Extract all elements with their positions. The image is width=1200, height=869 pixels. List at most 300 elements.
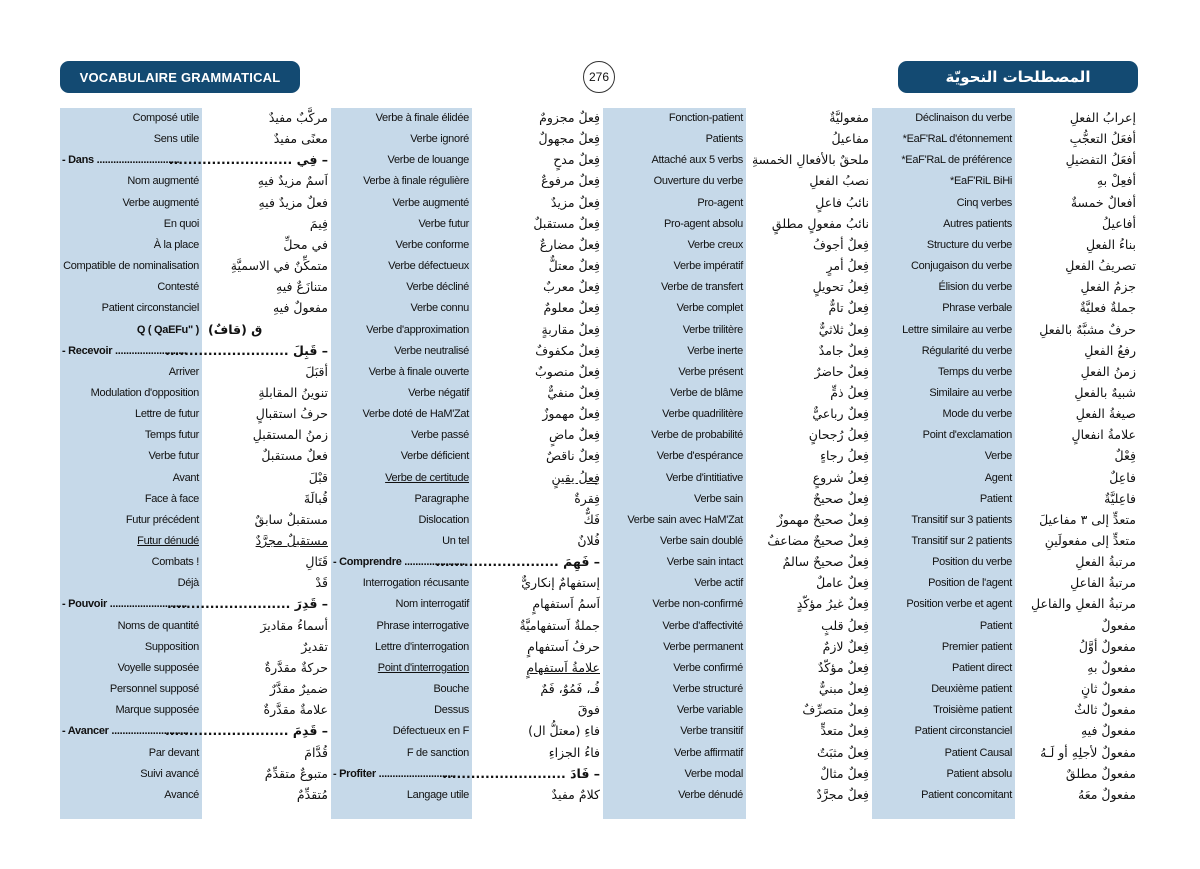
- vocab-entry: [872, 552, 1138, 573]
- vocab-entry: [603, 320, 871, 341]
- vocab-entry: [60, 700, 330, 721]
- french-term: Temps futur: [144, 429, 199, 442]
- section-heading-row: [60, 341, 330, 362]
- arabic-term: اَسمُ اَستفهامٍ: [532, 596, 600, 612]
- vocab-entry: [60, 552, 330, 573]
- vocab-entry: [603, 489, 871, 510]
- arabic-term: فِعلُ قلبٍ: [821, 617, 869, 633]
- arabic-term: شبيهٌ بالفعلِ: [1074, 384, 1136, 400]
- vocab-entry: [872, 785, 1138, 806]
- vocab-entry: [60, 510, 330, 531]
- french-term: Premier patient: [941, 640, 1012, 653]
- arabic-term: فِعلٌ صحيحٌ مضاعفٌ: [767, 533, 869, 548]
- vocab-entry: [60, 277, 330, 298]
- french-term: *EaF'RaL d'étonnement: [902, 133, 1012, 146]
- french-term: Verbe impératif: [673, 260, 743, 273]
- french-term: Fonction-patient: [668, 112, 743, 124]
- vocab-entry: [872, 743, 1138, 764]
- vocab-entry: [872, 637, 1138, 658]
- vocab-entry: [603, 362, 871, 383]
- french-term: Point d'interrogation: [377, 661, 469, 674]
- french-term: Verbe défectueux: [388, 260, 469, 273]
- french-term: Verbe sain avec HaM'Zat: [627, 513, 743, 526]
- vocab-entry: [60, 108, 330, 129]
- arabic-term: اَسمٌ مزيدٌ فيهِ: [257, 173, 328, 189]
- vocab-entry: [603, 383, 871, 404]
- vocab-entry: [331, 446, 602, 467]
- vocab-entry: [603, 425, 871, 446]
- arabic-term: معنًى مفيدٌ: [273, 131, 328, 147]
- arabic-term: متمكِّنٌ في الاسميَّةِ: [230, 258, 328, 274]
- vocab-entry: [331, 108, 602, 129]
- vocab-entry: [60, 764, 330, 785]
- french-term: Structure du verbe: [926, 238, 1012, 251]
- french-term: Cinq verbes: [956, 196, 1012, 209]
- arabic-term: ضميرٌ مقدَّرٌ: [269, 681, 328, 697]
- french-term: Verbe de louange: [387, 154, 469, 167]
- vocab-entry: [60, 468, 330, 489]
- vocab-entry: [872, 700, 1138, 721]
- french-term: Avant: [172, 471, 199, 484]
- arabic-term: نصبُ الفعلِ: [809, 173, 869, 189]
- arabic-term: متعدٍّ إلى ٣ مفاعيلَ: [1039, 511, 1136, 527]
- french-term: Verbe décliné: [406, 281, 469, 294]
- arabic-term: فِعلٌ مجهولٌ: [538, 131, 600, 147]
- section-heading-row: [60, 721, 330, 742]
- arabic-term: قَدْ: [315, 575, 328, 591]
- french-term: Sens utile: [153, 133, 199, 146]
- vocab-entry: [603, 510, 871, 531]
- arabic-term: كلامٌ مفيدٌ: [551, 786, 600, 802]
- arabic-term: أفعالٌ خمسةٌ: [1070, 194, 1136, 210]
- french-term: Verbe passé: [411, 429, 469, 442]
- french-term: - Profiter ............................: [333, 767, 456, 780]
- vocab-entry: [872, 510, 1138, 531]
- french-term: Verbe de probabilité: [651, 429, 743, 442]
- french-term: Verbe d'espérance: [656, 450, 743, 463]
- vocab-entry: [60, 616, 330, 637]
- french-term: Patient: [979, 619, 1012, 632]
- french-term: Patients: [705, 133, 743, 146]
- arabic-term: فُـ، فَمُوٌ، فَمٌ: [540, 681, 600, 697]
- arabic-term: مفعولٌ بهِ: [1087, 659, 1136, 675]
- arabic-term: فِعلٌ مستقبلٌ: [533, 215, 600, 231]
- arabic-term: فِعلٌ مضارعٌ: [539, 236, 600, 252]
- arabic-term: فِعلٌ عاملٌ: [816, 575, 869, 591]
- vocab-entry: [872, 425, 1138, 446]
- french-term: Supposition: [144, 640, 199, 653]
- vocab-entry: [331, 425, 602, 446]
- arabic-term: أفعَلُ التعجُّبِ: [1069, 131, 1136, 147]
- arabic-term: فِعلٌ ماضٍ: [548, 427, 600, 443]
- arabic-term: جزمُ الفعلِ: [1080, 279, 1136, 295]
- vocab-entry: [603, 531, 871, 552]
- vocab-entry: [872, 320, 1138, 341]
- french-term: Verbe quadrilitère: [662, 408, 743, 421]
- vocab-entry: [331, 129, 602, 150]
- french-term: Patient absolu: [946, 767, 1012, 780]
- arabic-term: بناءُ الفعلِ: [1085, 236, 1136, 252]
- french-term: Verbe complet: [676, 302, 743, 315]
- vocab-entry: [331, 531, 602, 552]
- arabic-term: فِعلُ رُجحانٍ: [808, 427, 869, 443]
- arabic-term: متبوعٌ متقدِّمٌ: [264, 765, 328, 781]
- vocab-entry: [331, 468, 602, 489]
- arabic-term: فِعلٌ لازمٌ: [822, 638, 869, 654]
- vocab-entry: [872, 468, 1138, 489]
- vocab-entry: [60, 531, 330, 552]
- french-term: Temps du verbe: [937, 365, 1012, 378]
- arabic-term: فِعلٌ مثالٌ: [820, 765, 869, 781]
- vocab-entry: [60, 573, 330, 594]
- vocab-entry: [331, 637, 602, 658]
- french-term: Un tel: [442, 535, 469, 547]
- vocab-entry: [872, 594, 1138, 615]
- arabic-term: فِعلُ ذمٍّ: [830, 384, 869, 400]
- arabic-term: فِعلُ أمرٍ: [826, 258, 869, 274]
- arabic-term: مفعولٌ معَهُ: [1078, 786, 1136, 802]
- french-term: Futur dénudé: [137, 535, 199, 547]
- french-term: Verbe confirmé: [673, 661, 743, 674]
- page-number: 276: [583, 61, 615, 93]
- french-term: Phrase interrogative: [376, 619, 469, 632]
- vocab-entry: [872, 446, 1138, 467]
- arabic-term: فِعلٌ صحيحٌ: [813, 490, 869, 506]
- french-term: Lettre similaire au verbe: [902, 323, 1012, 336]
- french-term: Verbe variable: [676, 704, 743, 717]
- french-term: Pro-agent: [697, 196, 743, 209]
- arabic-term: مفعولٌ: [1101, 617, 1136, 633]
- french-term: Verbe non-confirmé: [652, 598, 743, 611]
- french-term: Paragraphe: [414, 492, 469, 505]
- arabic-term: مركَّبٌ مفيدٌ: [268, 110, 328, 125]
- french-term: Défectueux en F: [392, 725, 469, 738]
- section-heading-row: [60, 150, 330, 171]
- vocab-entry: [603, 679, 871, 700]
- french-term: Q ( QaEFu" ): [136, 323, 199, 336]
- arabic-term: متعدٍّ إلى مفعولَينِ: [1044, 533, 1136, 548]
- french-term: Agent: [984, 471, 1012, 484]
- vocab-entry: [60, 129, 330, 150]
- arabic-term: أسماءُ مقاديرَ: [260, 617, 328, 633]
- section-title-arabic: المصطلحات النحويّة: [898, 61, 1138, 93]
- section-title-french: VOCABULAIRE GRAMMATICAL: [60, 61, 300, 93]
- arabic-term: جملةٌ فعليَّةٌ: [1079, 300, 1136, 316]
- vocab-entry: [331, 150, 602, 171]
- french-term: Déclinaison du verbe: [915, 112, 1012, 124]
- arabic-term: – قَدِرَ ..........................: [166, 596, 328, 612]
- vocab-entry: [603, 298, 871, 319]
- french-term: Noms de quantité: [117, 619, 199, 632]
- vocab-entry: [872, 721, 1138, 742]
- french-term: Verbe de certitude: [385, 471, 469, 484]
- arabic-term: مُتقدِّمٌ: [296, 786, 328, 802]
- arabic-term: حرفُ استقبالٍ: [255, 406, 328, 422]
- french-term: Patient circonstanciel: [101, 302, 199, 315]
- french-term: Voyelle supposée: [117, 661, 199, 674]
- vocab-entry: [603, 214, 871, 235]
- vocab-entry: [331, 700, 602, 721]
- vocab-entry: [603, 256, 871, 277]
- vocab-entry: [603, 341, 871, 362]
- vocab-column-4: [872, 108, 1138, 819]
- arabic-term: علامةُ انفعالٍ: [1071, 427, 1136, 443]
- vocab-entry: [872, 489, 1138, 510]
- french-term: Troisième patient: [933, 704, 1012, 717]
- french-term: Attaché aux 5 verbs: [651, 154, 743, 167]
- french-term: Composé utile: [132, 112, 199, 124]
- french-term: Position verbe et agent: [906, 598, 1012, 611]
- french-term: Élision du verbe: [938, 281, 1012, 294]
- vocab-entry: [872, 573, 1138, 594]
- arabic-term: أقبَلَ: [305, 363, 328, 379]
- french-term: Déjà: [177, 577, 199, 590]
- arabic-term: فِعلٌ ناقصٌ: [545, 448, 600, 464]
- vocab-entry: [60, 658, 330, 679]
- french-term: Suivi avancé: [140, 767, 199, 780]
- french-term: Patient: [979, 492, 1012, 505]
- arabic-term: فِعلُ رجاءٍ: [820, 448, 869, 464]
- arabic-term: فاعِليَّةٌ: [1104, 490, 1136, 506]
- french-term: Régularité du verbe: [921, 344, 1012, 357]
- vocab-entry: [331, 235, 602, 256]
- french-term: Compatible de nominalisation: [63, 260, 199, 273]
- arabic-term: فِعلٌ مدحٍ: [553, 152, 600, 168]
- french-term: Langage utile: [406, 788, 469, 801]
- french-term: Similaire au verbe: [929, 386, 1012, 399]
- french-term: Autres patients: [943, 217, 1012, 230]
- arabic-term: صيغةُ الفعلِ: [1075, 406, 1136, 422]
- arabic-term: زمنُ المستقبلِ: [252, 427, 328, 443]
- vocab-entry: [872, 764, 1138, 785]
- french-term: Verbe dénudé: [678, 788, 743, 801]
- arabic-term: فاعِلٌ: [1109, 469, 1136, 485]
- arabic-term: فعلٌ مستقبلٌ: [261, 448, 328, 464]
- french-term: Nom interrogatif: [395, 598, 469, 611]
- french-term: Position de l'agent: [928, 577, 1012, 590]
- arabic-term: علامةٌ مقدَّرةٌ: [263, 702, 328, 718]
- arabic-term: إعرابُ الفعلِ: [1069, 110, 1136, 125]
- vocab-entry: [331, 573, 602, 594]
- vocab-entry: [331, 383, 602, 404]
- vocab-entry: [60, 425, 330, 446]
- vocab-entry: [872, 214, 1138, 235]
- vocab-entry: [331, 510, 602, 531]
- french-term: Verbe: [984, 450, 1012, 463]
- vocab-entry: [60, 235, 330, 256]
- french-term: Verbe augmenté: [392, 196, 469, 209]
- vocab-entry: [603, 193, 871, 214]
- arabic-term: فِعلٌ معلومٌ: [543, 300, 600, 316]
- arabic-term: فِعلٌ منصوبٌ: [535, 363, 600, 379]
- vocab-entry: [872, 298, 1138, 319]
- arabic-term: قُدَّامَ: [304, 744, 328, 760]
- arabic-term: فاءِ (معتلُّ ال): [528, 723, 600, 739]
- french-term: Verbe à finale régulière: [363, 175, 469, 188]
- french-term: Verbe d'intitiative: [665, 471, 743, 484]
- arabic-term: زمنُ الفعلِ: [1080, 363, 1136, 379]
- french-term: À la place: [153, 238, 199, 251]
- arabic-term: قبْلَ: [308, 469, 328, 485]
- section-heading-row: [60, 320, 330, 341]
- french-term: - Dans ..............................: [62, 154, 180, 167]
- french-term: Verbe de blâme: [670, 386, 743, 399]
- vocab-entry: [603, 785, 871, 806]
- arabic-term: فِعلٌ تامٌّ: [828, 300, 869, 316]
- vocab-entry: [603, 552, 871, 573]
- french-term: Verbe affirmatif: [674, 746, 743, 759]
- arabic-term: حركةٌ مقدَّرةٌ: [264, 659, 328, 675]
- vocab-entry: [872, 616, 1138, 637]
- arabic-term: فِعلٌ صحيحٌ سالمٌ: [782, 554, 869, 570]
- french-term: Verbe creux: [687, 238, 743, 251]
- french-term: Verbe ignoré: [410, 133, 469, 146]
- vocab-entry: [872, 277, 1138, 298]
- french-term: Verbe futur: [418, 217, 469, 230]
- french-term: Verbe sain: [694, 492, 743, 505]
- vocab-entry: [603, 700, 871, 721]
- arabic-term: أفاعيلُ: [1102, 215, 1136, 231]
- vocab-entry: [603, 108, 871, 129]
- arabic-term: فِعلٌ متعدٍّ: [820, 723, 869, 739]
- french-term: Patient direct: [951, 661, 1012, 674]
- vocab-entry: [60, 193, 330, 214]
- arabic-term: مفعوليَّةٌ: [829, 110, 869, 125]
- arabic-term: فعلٌ مزيدٌ فيهِ: [258, 194, 328, 210]
- french-term: Transitif sur 2 patients: [911, 535, 1012, 547]
- french-term: Verbe d'approximation: [366, 323, 469, 336]
- arabic-term: فِعلٌ مكفوفٌ: [535, 342, 600, 358]
- french-term: Nom augmenté: [127, 175, 199, 188]
- arabic-term: قَتَالِ: [305, 554, 328, 570]
- french-term: Interrogation récusante: [362, 577, 469, 590]
- french-term: Verbe à finale ouverte: [368, 365, 469, 378]
- french-term: Combats !: [151, 556, 199, 569]
- vocab-entry: [872, 383, 1138, 404]
- french-term: Point d'exclamation: [922, 429, 1012, 442]
- french-term: Verbe connu: [410, 302, 469, 315]
- french-term: Verbe d'affectivité: [662, 619, 743, 632]
- vocab-entry: [331, 298, 602, 319]
- arabic-term: ق (قافٌ): [208, 321, 263, 337]
- arabic-term: علامةُ اَستفهامٍ: [526, 659, 600, 675]
- french-term: Transitif sur 3 patients: [911, 513, 1012, 526]
- french-term: Verbe déficient: [400, 450, 469, 463]
- vocab-entry: [603, 721, 871, 742]
- arabic-term: فِعْلٌ: [1114, 448, 1136, 464]
- arabic-term: مستقبلٌ سابقٌ: [254, 511, 328, 527]
- french-term: Modulation d'opposition: [90, 386, 199, 399]
- vocab-entry: [331, 679, 602, 700]
- vocab-entry: [872, 129, 1138, 150]
- french-term: Verbe transitif: [680, 725, 743, 738]
- vocab-entry: [872, 341, 1138, 362]
- vocab-entry: [60, 256, 330, 277]
- arabic-term: – قَبِلَ ..........................: [165, 342, 328, 358]
- arabic-term: فِعلٌ جامدٌ: [818, 342, 869, 358]
- vocab-entry: [872, 256, 1138, 277]
- arabic-term: – فِي ..........................: [168, 152, 328, 168]
- french-term: Verbe trilitère: [682, 323, 743, 336]
- french-term: En quoi: [163, 217, 199, 230]
- arabic-term: فِعلٌ مرفوعٌ: [541, 173, 600, 189]
- vocab-entry: [603, 594, 871, 615]
- french-term: *EaF'RiL BiHi: [950, 175, 1012, 188]
- arabic-term: فِعلٌ مهموزٌ: [542, 406, 600, 422]
- arabic-term: في محلِّ: [283, 236, 328, 252]
- french-term: Patient concomitant: [921, 788, 1012, 801]
- vocab-entry: [60, 637, 330, 658]
- french-term: *EaF'RaL de préférence: [901, 154, 1012, 167]
- french-term: Verbe de transfert: [660, 281, 743, 294]
- vocab-entry: [60, 362, 330, 383]
- vocab-entry: [603, 743, 871, 764]
- arabic-term: تقديرٌ: [301, 638, 328, 654]
- french-term: Pro-agent absolu: [664, 217, 743, 230]
- arabic-term: فِعلٌ مؤكّدٌ: [817, 659, 869, 675]
- arabic-term: فِيمَ: [309, 215, 328, 231]
- vocab-entry: [603, 277, 871, 298]
- vocab-entry: [872, 531, 1138, 552]
- french-term: Face à face: [144, 492, 199, 505]
- vocab-entry: [603, 573, 871, 594]
- french-term: Verbe sain doublé: [660, 535, 743, 547]
- vocab-entry: [872, 171, 1138, 192]
- arabic-term: أفعَلُ التفضيلِ: [1065, 152, 1136, 168]
- arabic-term: فِعلُ تحويلٍ: [812, 279, 869, 295]
- vocab-entry: [331, 489, 602, 510]
- french-term: Dislocation: [418, 513, 469, 526]
- arabic-term: فَكٌّ: [583, 511, 600, 527]
- arabic-term: إستفهامٌ إنكاريٌّ: [521, 575, 600, 591]
- french-term: Verbe neutralisé: [394, 344, 469, 357]
- french-term: Ouverture du verbe: [653, 175, 743, 188]
- arabic-term: مفعولٌ ثالثٌ: [1074, 702, 1136, 718]
- french-term: - Avancer ............................: [62, 725, 189, 738]
- french-term: Avancé: [164, 788, 199, 801]
- arabic-term: فِعلٌ مقاربةٍ: [541, 321, 600, 337]
- arabic-term: مرتبةُ الفاعلِ: [1070, 575, 1136, 591]
- french-term: Position du verbe: [932, 556, 1012, 569]
- arabic-term: مفعولٌ مطلقٌ: [1065, 765, 1136, 781]
- french-term: Patient circonstanciel: [914, 725, 1012, 738]
- arabic-term: مفعولٌ فيهِ: [1080, 723, 1136, 739]
- arabic-term: فِعلٌ صحيحٌ مهموزٌ: [776, 511, 869, 527]
- arabic-term: فِعلٌ معربٌ: [543, 279, 600, 295]
- french-term: Patient Causal: [944, 746, 1012, 759]
- vocab-entry: [60, 214, 330, 235]
- vocab-entry: [872, 658, 1138, 679]
- section-heading-row: [60, 594, 330, 615]
- vocab-entry: [603, 404, 871, 425]
- arabic-term: مفعولٌ أوَّلُ: [1078, 638, 1136, 654]
- arabic-term: نائبُ فاعلٍ: [815, 194, 869, 210]
- vocab-entry: [603, 637, 871, 658]
- arabic-term: فِعلٌ متصرِّفٌ: [802, 702, 869, 718]
- french-term: F de sanction: [406, 746, 469, 759]
- vocab-entry: [331, 320, 602, 341]
- arabic-term: مفعولٌ لأجلِهِ أو لَـهُ: [1040, 744, 1136, 760]
- arabic-term: متنازَعٌ فيهِ: [276, 279, 328, 295]
- arabic-term: جملةٌ اَستفهاميَّةٌ: [519, 617, 600, 633]
- arabic-term: مفعولٌ ثانٍ: [1080, 681, 1136, 697]
- french-term: Verbe inerte: [687, 344, 743, 357]
- french-term: Verbe actif: [694, 577, 743, 590]
- vocab-entry: [603, 446, 871, 467]
- french-term: Futur précédent: [125, 513, 199, 526]
- vocab-entry: [331, 743, 602, 764]
- french-term: Bouche: [433, 683, 469, 696]
